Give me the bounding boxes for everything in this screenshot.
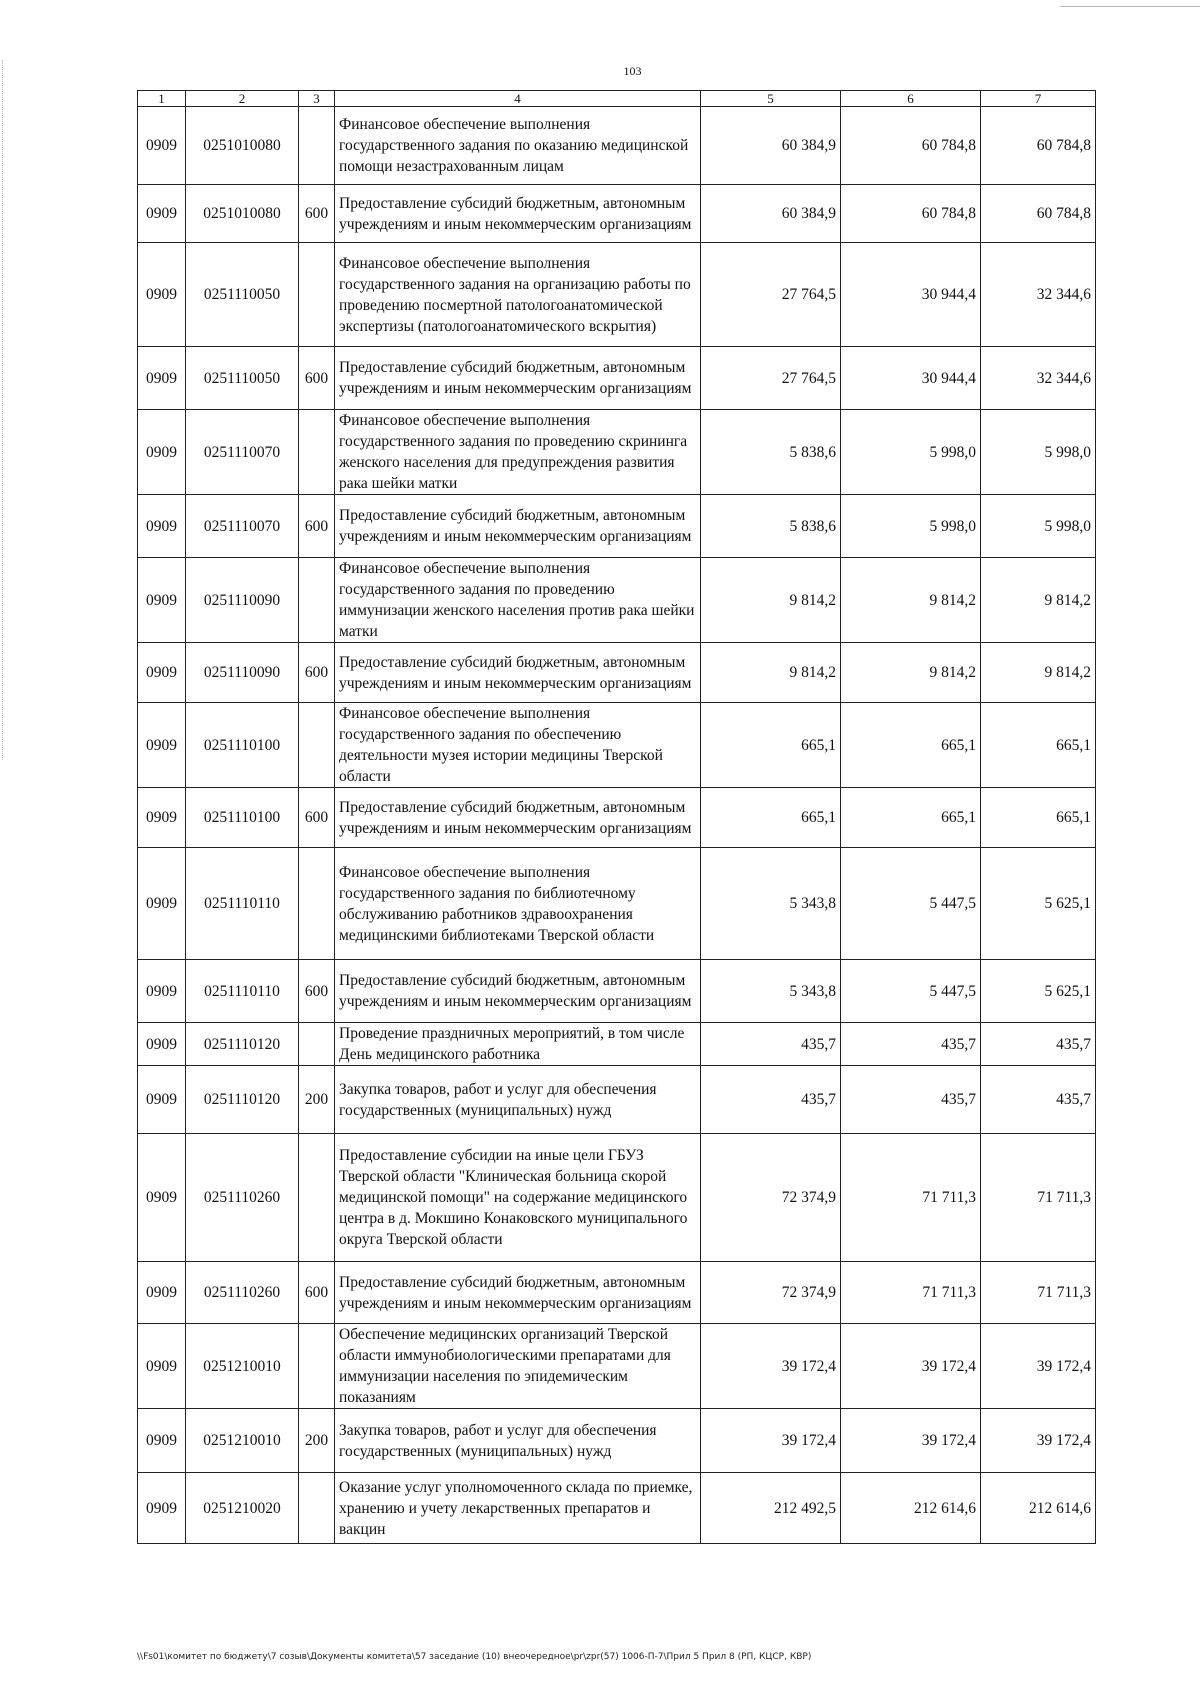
amount-col6-cell: 5 998,0 — [841, 410, 981, 495]
amount-col6-cell: 212 614,6 — [841, 1473, 981, 1544]
amount-col7-cell: 39 172,4 — [981, 1409, 1096, 1473]
section-code-cell: 0909 — [138, 1409, 186, 1473]
expense-type-cell: 600 — [299, 1262, 335, 1324]
section-code-cell: 0909 — [138, 643, 186, 703]
description-cell: Финансовое обеспечение выполнения государственного задания по обеспечению деятельности музея истории медицины Тверской области — [335, 703, 701, 788]
target-article-cell: 0251210020 — [186, 1473, 299, 1544]
amount-col6-cell: 39 172,4 — [841, 1324, 981, 1409]
amount-col5-cell: 27 764,5 — [701, 243, 841, 347]
section-code-cell: 0909 — [138, 1134, 186, 1262]
column-header: 6 — [841, 91, 981, 107]
section-code-cell: 0909 — [138, 243, 186, 347]
section-code-cell: 0909 — [138, 1473, 186, 1544]
section-code-cell: 0909 — [138, 960, 186, 1023]
description-cell: Закупка товаров, работ и услуг для обеспечения государственных (муниципальных) нужд — [335, 1066, 701, 1134]
amount-col5-cell: 72 374,9 — [701, 1262, 841, 1324]
description-cell: Проведение праздничных мероприятий, в том числе День медицинского работника — [335, 1023, 701, 1066]
expense-type-cell — [299, 558, 335, 643]
amount-col6-cell: 71 711,3 — [841, 1262, 981, 1324]
expense-type-cell: 600 — [299, 347, 335, 410]
description-cell: Оказание услуг уполномоченного склада по приемке, хранению и учету лекарственных препаратов и вакцин — [335, 1473, 701, 1544]
table-row — [138, 1134, 1096, 1262]
table-row — [138, 703, 1096, 788]
table-row — [138, 1023, 1096, 1066]
amount-col7-cell: 60 784,8 — [981, 185, 1096, 243]
expense-type-cell: 600 — [299, 788, 335, 848]
left-binding-marks — [2, 60, 3, 760]
expense-type-cell — [299, 848, 335, 960]
table-row — [138, 1473, 1096, 1544]
target-article-cell: 0251110100 — [186, 788, 299, 848]
column-header: 3 — [299, 91, 335, 107]
table-row — [138, 1409, 1096, 1473]
table-row — [138, 107, 1096, 185]
amount-col6-cell: 665,1 — [841, 788, 981, 848]
amount-col6-cell: 9 814,2 — [841, 643, 981, 703]
column-header: 5 — [701, 91, 841, 107]
target-article-cell: 0251110110 — [186, 960, 299, 1023]
expense-type-cell — [299, 1023, 335, 1066]
amount-col7-cell: 9 814,2 — [981, 558, 1096, 643]
description-cell: Предоставление субсидий бюджетным, автономным учреждениям и иным некоммерческим организациям — [335, 1262, 701, 1324]
section-code-cell: 0909 — [138, 848, 186, 960]
amount-col6-cell: 71 711,3 — [841, 1134, 981, 1262]
target-article-cell: 0251010080 — [186, 185, 299, 243]
description-cell: Финансовое обеспечение выполнения государственного задания по библиотечному обслуживанию работников здравоохранения медицинскими библиотеками Тверской области — [335, 848, 701, 960]
top-edge-rule — [1060, 6, 1200, 7]
target-article-cell: 0251110260 — [186, 1262, 299, 1324]
amount-col6-cell: 60 784,8 — [841, 185, 981, 243]
expense-type-cell: 600 — [299, 643, 335, 703]
table-row — [138, 960, 1096, 1023]
expense-type-cell — [299, 107, 335, 185]
amount-col5-cell: 435,7 — [701, 1023, 841, 1066]
amount-col5-cell: 39 172,4 — [701, 1324, 841, 1409]
amount-col6-cell: 435,7 — [841, 1023, 981, 1066]
target-article-cell: 0251110120 — [186, 1023, 299, 1066]
amount-col6-cell: 9 814,2 — [841, 558, 981, 643]
description-cell: Предоставление субсидий бюджетным, автономным учреждениям и иным некоммерческим организациям — [335, 347, 701, 410]
amount-col7-cell: 5 998,0 — [981, 495, 1096, 558]
table-row — [138, 1066, 1096, 1134]
amount-col5-cell: 665,1 — [701, 703, 841, 788]
description-cell: Финансовое обеспечение выполнения государственного задания по оказанию медицинской помощи незастрахованным лицам — [335, 107, 701, 185]
description-cell: Предоставление субсидий бюджетным, автономным учреждениям и иным некоммерческим организациям — [335, 185, 701, 243]
amount-col6-cell: 5 998,0 — [841, 495, 981, 558]
amount-col5-cell: 5 343,8 — [701, 960, 841, 1023]
column-header: 4 — [335, 91, 701, 107]
amount-col7-cell: 5 625,1 — [981, 848, 1096, 960]
amount-col7-cell: 665,1 — [981, 703, 1096, 788]
amount-col6-cell: 5 447,5 — [841, 960, 981, 1023]
description-cell: Обеспечение медицинских организаций Тверской области иммунобиологическими препаратами для иммунизации населения по эпидемическим показаниям — [335, 1324, 701, 1409]
table-row — [138, 410, 1096, 495]
amount-col5-cell: 212 492,5 — [701, 1473, 841, 1544]
section-code-cell: 0909 — [138, 107, 186, 185]
target-article-cell: 0251110100 — [186, 703, 299, 788]
target-article-cell: 0251110050 — [186, 243, 299, 347]
amount-col7-cell: 435,7 — [981, 1023, 1096, 1066]
amount-col7-cell: 9 814,2 — [981, 643, 1096, 703]
target-article-cell: 0251110070 — [186, 410, 299, 495]
section-code-cell: 0909 — [138, 185, 186, 243]
column-header: 2 — [186, 91, 299, 107]
target-article-cell: 0251210010 — [186, 1409, 299, 1473]
target-article-cell: 0251110050 — [186, 347, 299, 410]
amount-col7-cell: 60 784,8 — [981, 107, 1096, 185]
description-cell: Закупка товаров, работ и услуг для обеспечения государственных (муниципальных) нужд — [335, 1409, 701, 1473]
amount-col5-cell: 9 814,2 — [701, 643, 841, 703]
table-row — [138, 788, 1096, 848]
amount-col7-cell: 39 172,4 — [981, 1324, 1096, 1409]
table-row — [138, 495, 1096, 558]
table-row — [138, 347, 1096, 410]
table-row — [138, 185, 1096, 243]
column-header: 1 — [138, 91, 186, 107]
section-code-cell: 0909 — [138, 1023, 186, 1066]
description-cell: Финансовое обеспечение выполнения государственного задания по проведению иммунизации женского населения против рака шейки матки — [335, 558, 701, 643]
expense-type-cell — [299, 243, 335, 347]
amount-col5-cell: 5 343,8 — [701, 848, 841, 960]
amount-col6-cell: 665,1 — [841, 703, 981, 788]
amount-col5-cell: 5 838,6 — [701, 410, 841, 495]
section-code-cell: 0909 — [138, 347, 186, 410]
expense-type-cell: 200 — [299, 1409, 335, 1473]
target-article-cell: 0251110070 — [186, 495, 299, 558]
description-cell: Предоставление субсидий бюджетным, автономным учреждениям и иным некоммерческим организациям — [335, 495, 701, 558]
expense-type-cell: 600 — [299, 960, 335, 1023]
table-row — [138, 848, 1096, 960]
amount-col6-cell: 5 447,5 — [841, 848, 981, 960]
amount-col5-cell: 60 384,9 — [701, 107, 841, 185]
amount-col7-cell: 212 614,6 — [981, 1473, 1096, 1544]
section-code-cell: 0909 — [138, 495, 186, 558]
target-article-cell: 0251110090 — [186, 558, 299, 643]
amount-col5-cell: 9 814,2 — [701, 558, 841, 643]
amount-col7-cell: 5 625,1 — [981, 960, 1096, 1023]
expense-type-cell — [299, 410, 335, 495]
description-cell: Предоставление субсидий бюджетным, автономным учреждениям и иным некоммерческим организациям — [335, 643, 701, 703]
amount-col5-cell: 27 764,5 — [701, 347, 841, 410]
amount-col7-cell: 32 344,6 — [981, 243, 1096, 347]
amount-col7-cell: 5 998,0 — [981, 410, 1096, 495]
page-number: 103 — [623, 64, 642, 78]
amount-col6-cell: 60 784,8 — [841, 107, 981, 185]
section-code-cell: 0909 — [138, 1324, 186, 1409]
expense-type-cell — [299, 1134, 335, 1262]
amount-col5-cell: 435,7 — [701, 1066, 841, 1134]
target-article-cell: 0251210010 — [186, 1324, 299, 1409]
table-row — [138, 243, 1096, 347]
description-cell: Финансовое обеспечение выполнения государственного задания на организацию работы по проведению посмертной патологоанатомической экспертизы (патологоанатомического вскрытия) — [335, 243, 701, 347]
description-cell: Предоставление субсидии на иные цели ГБУЗ Тверской области "Клиническая больница скорой медицинской помощи" на содержание медицинского центра в д. Мокшино Конаковского муниципального округа Тверской области — [335, 1134, 701, 1262]
table-row — [138, 558, 1096, 643]
column-header: 7 — [981, 91, 1096, 107]
file-path-footer: \\Fs01\комитет по бюджету\7 созыв\Документы комитета\57 заседание (10) внеочередное\pr\zpr(57) 1006-П-7\Прил 5 Прил 8 (РП, КЦСР, КВР) — [137, 1652, 812, 1662]
expense-type-cell: 600 — [299, 495, 335, 558]
amount-col7-cell: 665,1 — [981, 788, 1096, 848]
description-cell: Предоставление субсидий бюджетным, автономным учреждениям и иным некоммерческим организациям — [335, 788, 701, 848]
section-code-cell: 0909 — [138, 1066, 186, 1134]
target-article-cell: 0251110090 — [186, 643, 299, 703]
amount-col5-cell: 665,1 — [701, 788, 841, 848]
section-code-cell: 0909 — [138, 410, 186, 495]
description-cell: Финансовое обеспечение выполнения государственного задания по проведению скрининга женского населения для предупреждения развития рака шейки матки — [335, 410, 701, 495]
amount-col7-cell: 435,7 — [981, 1066, 1096, 1134]
amount-col5-cell: 5 838,6 — [701, 495, 841, 558]
amount-col5-cell: 72 374,9 — [701, 1134, 841, 1262]
amount-col6-cell: 435,7 — [841, 1066, 981, 1134]
expense-type-cell — [299, 1473, 335, 1544]
amount-col7-cell: 71 711,3 — [981, 1134, 1096, 1262]
target-article-cell: 0251110260 — [186, 1134, 299, 1262]
expense-type-cell: 200 — [299, 1066, 335, 1134]
amount-col5-cell: 39 172,4 — [701, 1409, 841, 1473]
amount-col7-cell: 32 344,6 — [981, 347, 1096, 410]
table-row — [138, 1262, 1096, 1324]
column-number-row — [138, 91, 1096, 107]
section-code-cell: 0909 — [138, 703, 186, 788]
amount-col6-cell: 30 944,4 — [841, 347, 981, 410]
table-row — [138, 1324, 1096, 1409]
expense-type-cell — [299, 1324, 335, 1409]
amount-col6-cell: 30 944,4 — [841, 243, 981, 347]
table-body — [138, 107, 1096, 1544]
section-code-cell: 0909 — [138, 558, 186, 643]
amount-col5-cell: 60 384,9 — [701, 185, 841, 243]
target-article-cell: 0251110110 — [186, 848, 299, 960]
target-article-cell: 0251010080 — [186, 107, 299, 185]
expense-type-cell: 600 — [299, 185, 335, 243]
target-article-cell: 0251110120 — [186, 1066, 299, 1134]
description-cell: Предоставление субсидий бюджетным, автономным учреждениям и иным некоммерческим организациям — [335, 960, 701, 1023]
section-code-cell: 0909 — [138, 1262, 186, 1324]
table-row — [138, 643, 1096, 703]
expense-type-cell — [299, 703, 335, 788]
amount-col7-cell: 71 711,3 — [981, 1262, 1096, 1324]
amount-col6-cell: 39 172,4 — [841, 1409, 981, 1473]
section-code-cell: 0909 — [138, 788, 186, 848]
budget-table — [137, 90, 1096, 1544]
